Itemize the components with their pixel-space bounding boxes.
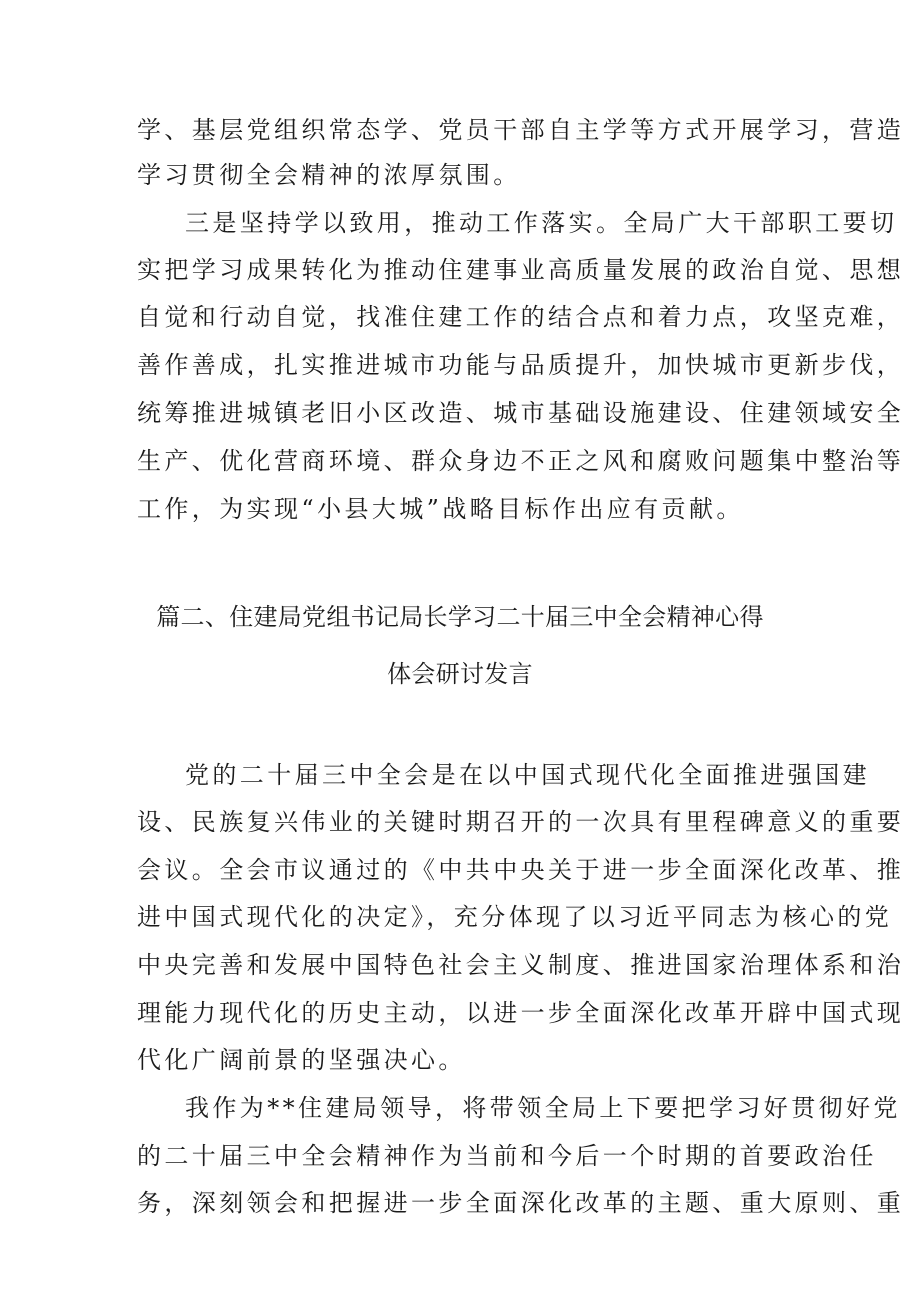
paragraph-line: 务，深刻领会和把握进一步全面深化改革的主题、重大原则、重 bbox=[137, 1189, 905, 1217]
paragraph-line: 善作善成，扎实推进城市功能与品质提升，加快城市更新步伐， bbox=[137, 351, 905, 379]
paragraph-line: 学习贯彻全会精神的浓厚氛围。 bbox=[137, 161, 521, 189]
paragraph-line: 统筹推进城镇老旧小区改造、城市基础设施建设、住建领域安全 bbox=[137, 399, 905, 427]
paragraph-line: 我作为**住建局领导，将带领全局上下要把学习好贯彻好党 bbox=[185, 1094, 901, 1122]
paragraph-line: 实把学习成果转化为推动住建事业高质量发展的政治自觉、思想 bbox=[137, 256, 905, 284]
paragraph-line: 三是坚持学以致用，推动工作落实。全局广大干部职工要切 bbox=[185, 209, 898, 237]
paragraph-line: 会议。全会市议通过的《中共中央关于进一步全面深化改革、推 bbox=[137, 856, 905, 884]
paragraph-line: 设、民族复兴伟业的关键时期召开的一次具有里程碑意义的重要 bbox=[137, 808, 905, 836]
paragraph-line: 自觉和行动自觉，找准住建工作的结合点和着力点，攻坚克难， bbox=[137, 303, 905, 331]
paragraph-line: 中央完善和发展中国特色社会主义制度、推进国家治理体系和治 bbox=[137, 951, 905, 979]
paragraph-line: 的二十届三中全会精神作为当前和今后一个时期的首要政治任 bbox=[137, 1142, 877, 1170]
paragraph-line: 进中国式现代化的决定》，充分体现了以习近平同志为核心的党 bbox=[137, 903, 893, 931]
section-title-line: 篇二、住建局党组书记局长学习二十届三中全会精神心得 bbox=[156, 603, 764, 631]
paragraph-line: 学、基层党组织常态学、党员干部自主学等方式开展学习，营造 bbox=[137, 116, 905, 144]
section-title-line: 体会研讨发言 bbox=[387, 660, 533, 688]
paragraph-line: 生产、优化营商环境、群众身边不正之风和腐败问题集中整治等 bbox=[137, 447, 905, 475]
paragraph-line: 理能力现代化的历史主动，以进一步全面深化改革开辟中国式现 bbox=[137, 999, 905, 1027]
paragraph-line: 工作，为实现“小县大城”战略目标作出应有贡献。 bbox=[137, 495, 744, 523]
paragraph-line: 代化广阔前景的坚强决心。 bbox=[137, 1046, 466, 1074]
paragraph-line: 党的二十届三中全会是在以中国式现代化全面推进强国建 bbox=[185, 761, 870, 789]
